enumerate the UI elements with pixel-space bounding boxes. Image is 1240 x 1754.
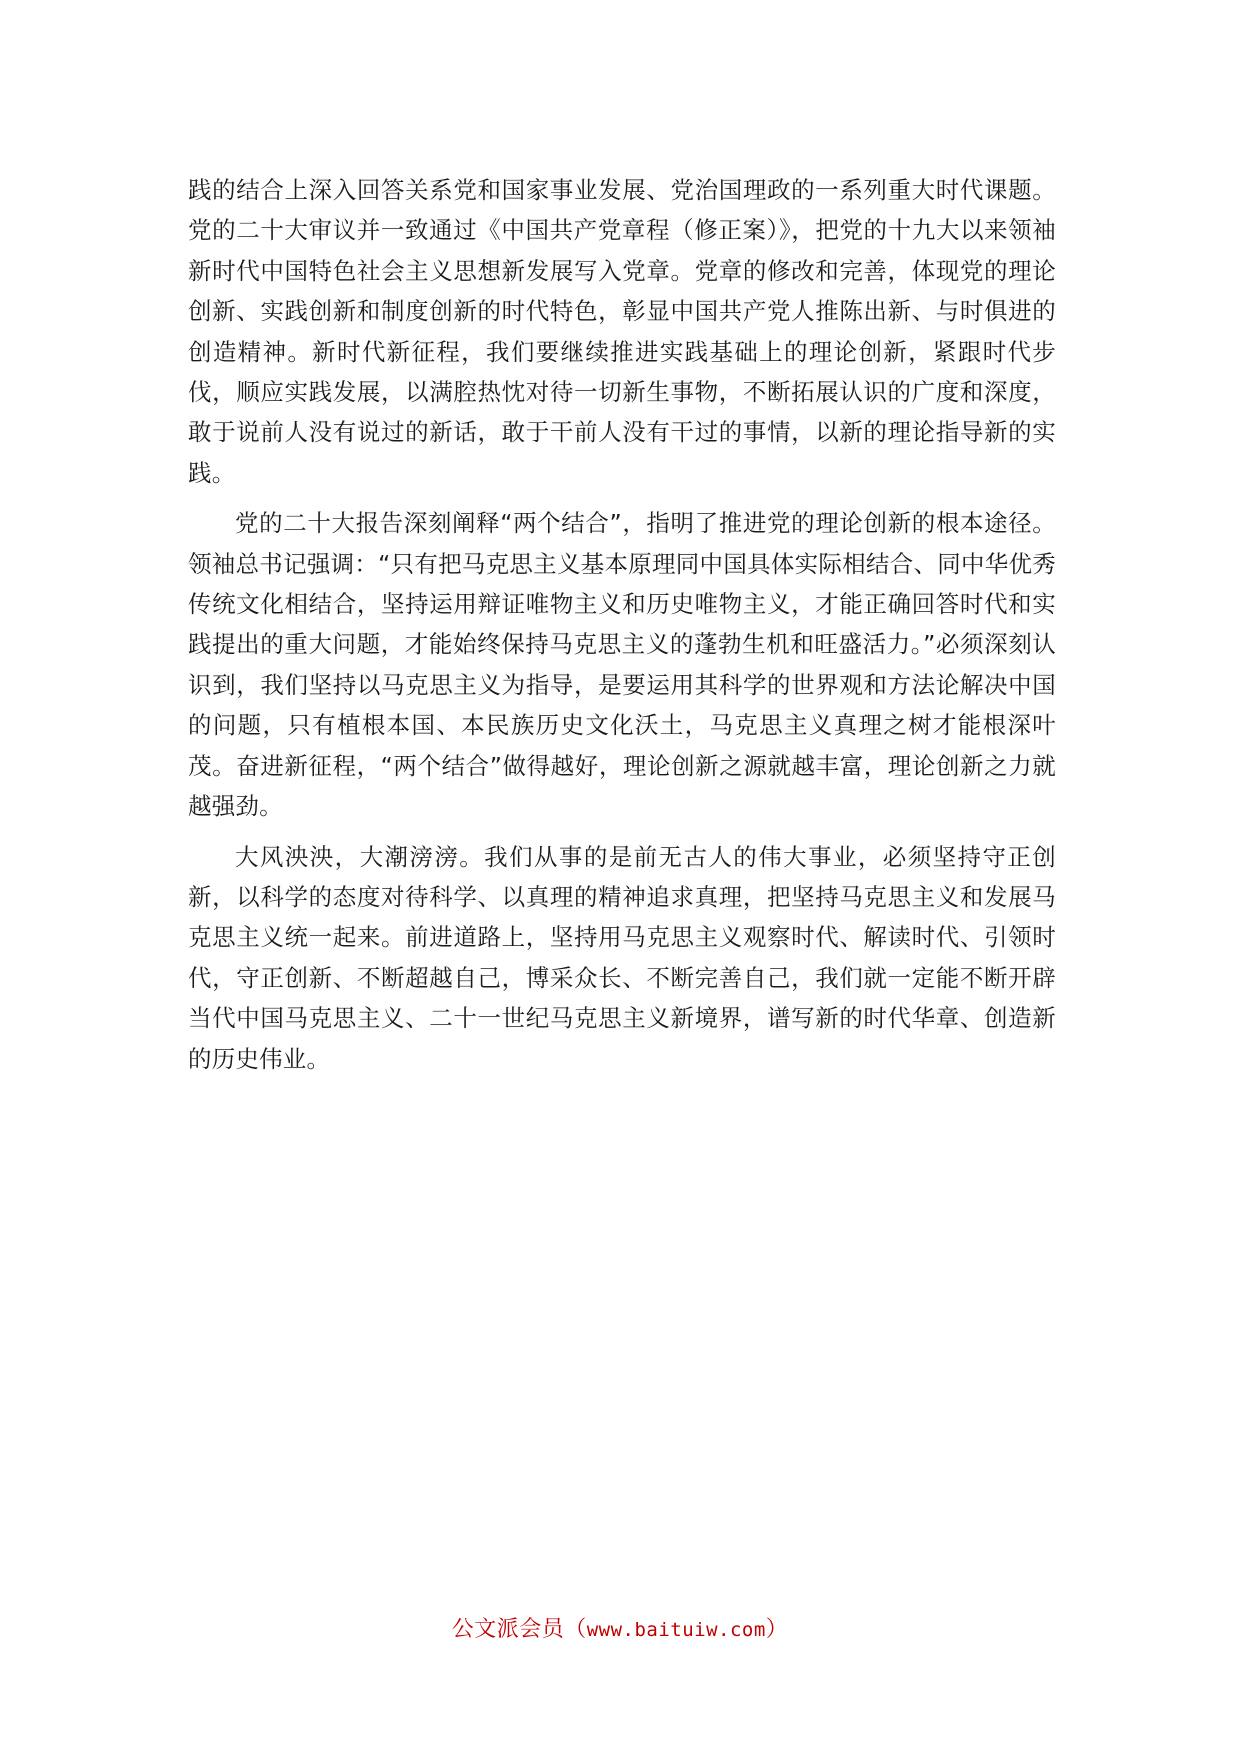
- footer-brand: 公文派会员（: [451, 1617, 587, 1642]
- footer-url[interactable]: www.baituiw.com: [586, 1619, 766, 1641]
- paragraph-3: 大风泱泱，大潮滂滂。我们从事的是前无古人的伟大事业，必须坚持守正创新，以科学的态度对待科学、以真理的精神追求真理，把坚持马克思主义和发展马克思主义统一起来。前进道路上，坚持用马克思主义观察时代、解读时代、引领时代，守正创新、不断超越自己，博采众长、不断完善自己，我们就一定能不断开辟当代中国马克思主义、二十一世纪马克思主义新境界，谱写新的时代华章、创造新的历史伟业。: [188, 842, 1056, 1073]
- footer-close: ）: [765, 1617, 789, 1642]
- footer-watermark: [0, 1612, 1240, 1643]
- paragraph-1: 践的结合上深入回答关系党和国家事业发展、党治国理政的一系列重大时代课题。党的二十大审议并一致通过《中国共产党章程（修正案）》，把党的十九大以来领袖新时代中国特色社会主义思想新发展写入党章。党章的修改和完善，体现党的理论创新、实践创新和制度创新的时代特色，彰显中国共产党人推陈出新、与时俱进的创造精神。新时代新征程，我们要继续推进实践基础上的理论创新，紧跟时代步伐，顺应实践发展，以满腔热忱对待一切新生事物，不断拓展认识的广度和深度，敢于说前人没有说过的新话，敢于干前人没有干过的事情，以新的理论指导新的实践。: [188, 176, 1056, 487]
- paragraph-2: 党的二十大报告深刻阐释“两个结合”，指明了推进党的理论创新的根本途径。领袖总书记强调：“只有把马克思主义基本原理同中国具体实际相结合、同中华优秀传统文化相结合，坚持运用辩证唯物主义和历史唯物主义，才能正确回答时代和实践提出的重大问题，才能始终保持马克思主义的蓬勃生机和旺盛活力。”必须深刻认识到，我们坚持以马克思主义为指导，是要运用其科学的世界观和方法论解决中国的问题，只有植根本国、本民族历史文化沃土，马克思主义真理之树才能根深叶茂。奋进新征程，“两个结合”做得越好，理论创新之源就越丰富，理论创新之力就越强劲。: [188, 509, 1056, 821]
- document-body: [188, 170, 1056, 1089]
